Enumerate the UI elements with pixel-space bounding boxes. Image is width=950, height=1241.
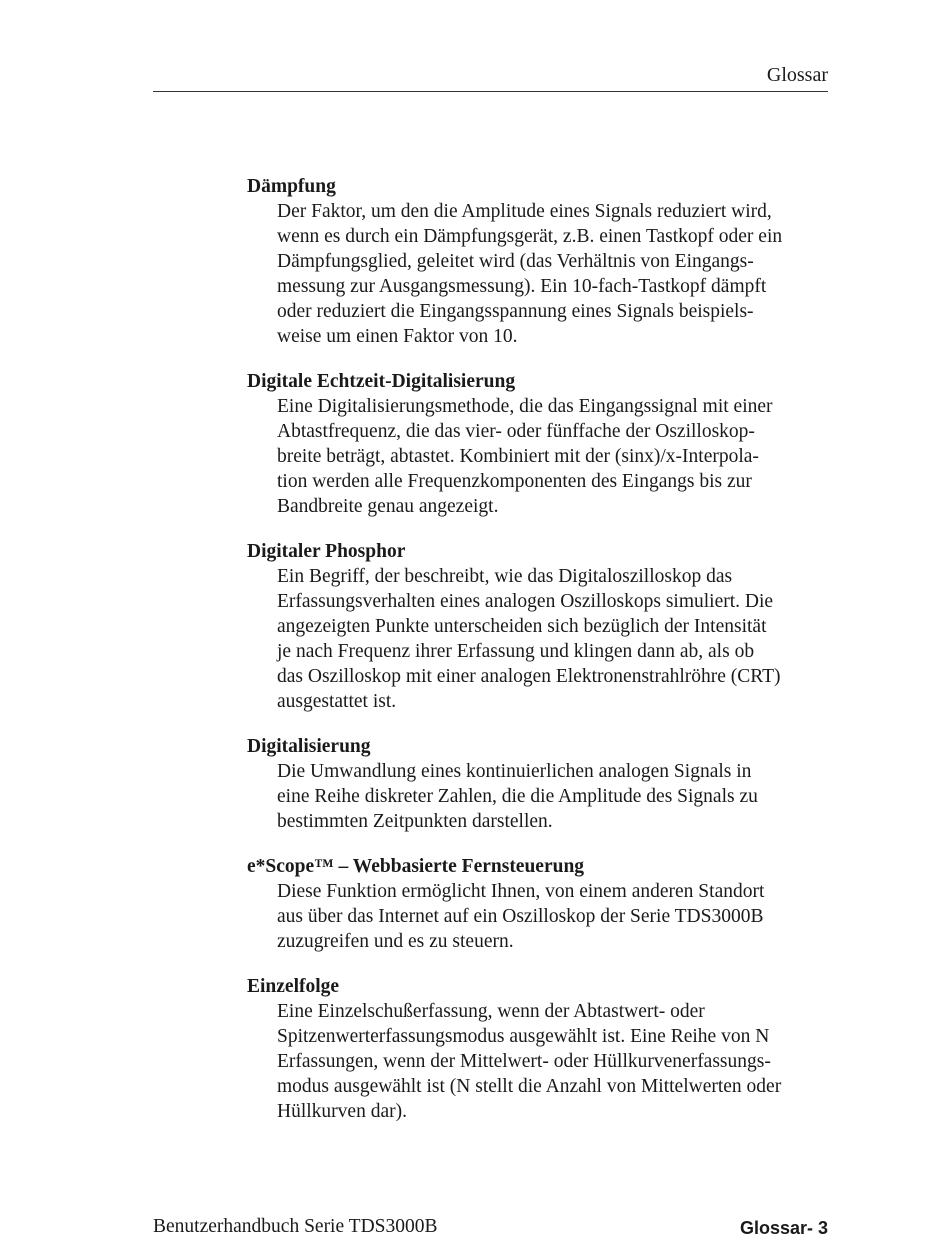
definition-line: bestimmten Zeitpunkten darstellen. [277,811,553,832]
definition-line: eine Reihe diskreter Zahlen, die die Amplitude des Signals zu [277,786,758,807]
glossary-entry [247,854,837,954]
definition-line: Hüllkurven dar). [277,1101,407,1122]
page-header-title: Glossar [766,64,828,86]
definition-line: oder reduziert die Eingangsspannung eines Signals beispiels- [277,301,754,322]
glossary-entry [247,369,837,519]
definition-line: Bandbreite genau angezeigt. [277,496,499,517]
definition-line: Abtastfrequenz, die das vier- oder fünffache der Oszilloskop- [277,421,755,442]
footer-page-number: Glossar- 3 [739,1218,828,1238]
glossary-entry [247,174,837,349]
definition-line: tion werden alle Frequenzkomponenten des Eingangs bis zur [277,471,752,492]
definition-line: Dämpfungsglied, geleitet wird (das Verhältnis von Eingangs- [277,251,754,272]
glossary-term: e*Scope™ – Webbasierte Fernsteuerung [247,856,585,877]
glossary-term: Einzelfolge [247,976,340,997]
glossary-definition [277,999,837,1124]
definition-line: das Oszilloskop mit einer analogen Elektronenstrahlröhre (CRT) [277,666,781,687]
glossary-definition [277,759,837,834]
definition-line: Eine Digitalisierungsmethode, die das Eingangssignal mit einer [277,396,773,417]
header-divider [153,91,828,92]
definition-line: Diese Funktion ermöglicht Ihnen, von einem anderen Standort [277,881,765,902]
glossary-term: Dämpfung [247,176,336,197]
definition-line: Erfassungen, wenn der Mittelwert- oder Hüllkurvenerfassungs- [277,1051,771,1072]
definition-line: je nach Frequenz ihrer Erfassung und klingen dann ab, als ob [277,641,755,662]
glossary-entry [247,539,837,714]
definition-line: Eine Einzelschußerfassung, wenn der Abtastwert- oder [277,1001,705,1022]
glossary-list [247,174,837,1144]
glossary-definition [277,564,837,714]
definition-line: wenn es durch ein Dämpfungsgerät, z.B. einen Tastkopf oder ein [277,226,783,247]
definition-line: modus ausgewählt ist (N stellt die Anzahl von Mittelwerten oder [277,1076,782,1097]
glossary-term: Digitale Echtzeit-Digitalisierung [247,371,516,392]
definition-line: angezeigten Punkte unterscheiden sich bezüglich der Intensität [277,616,767,637]
definition-line: Erfassungsverhalten eines analogen Oszilloskops simuliert. Die [277,591,774,612]
definition-line: zuzugreifen und es zu steuern. [277,931,514,952]
definition-line: messung zur Ausgangsmessung). Ein 10-fach-Tastkopf dämpft [277,276,767,297]
glossary-entry [247,734,837,834]
definition-line: ausgestattet ist. [277,691,397,712]
definition-line: Der Faktor, um den die Amplitude eines Signals reduziert wird, [277,201,772,222]
definition-line: weise um einen Faktor von 10. [277,326,518,347]
glossary-term: Digitaler Phosphor [247,541,406,562]
glossary-term: Digitalisierung [247,736,371,757]
definition-line: Ein Begriff, der beschreibt, wie das Digitaloszilloskop das [277,566,733,587]
footer-manual-title: Benutzerhandbuch Serie TDS3000B [153,1216,438,1237]
glossary-entry [247,974,837,1124]
definition-line: Die Umwandlung eines kontinuierlichen analogen Signals in [277,761,752,782]
definition-line: aus über das Internet auf ein Oszilloskop der Serie TDS3000B [277,906,764,927]
glossary-definition [277,199,837,349]
glossary-definition [277,394,837,519]
glossary-definition [277,879,837,954]
definition-line: Spitzenwerterfassungsmodus ausgewählt ist. Eine Reihe von N [277,1026,770,1047]
definition-line: breite beträgt, abtastet. Kombiniert mit der (sinx)/x-Interpola- [277,446,759,467]
